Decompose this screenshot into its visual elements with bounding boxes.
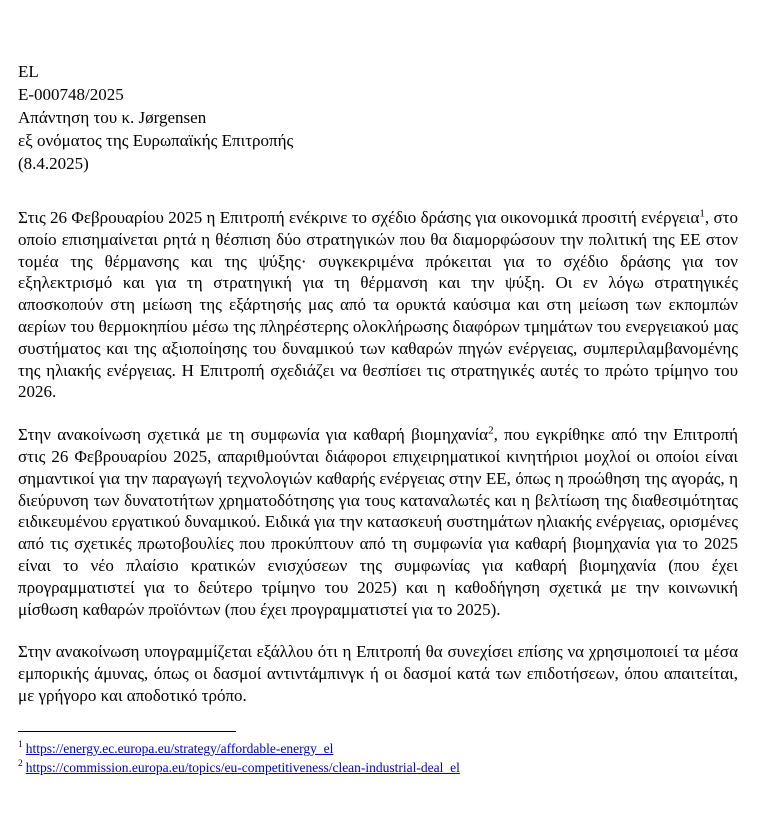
paragraph-3-text: Στην ανακοίνωση υπογραμμίζεται εξάλλου ότι η Επιτροπή θα συνεχίσει επίσης να χρησιμοποιεί τα μέσα εμπορικής άμυνας, όπως οι δασμοί αντιντάμπινγκ ή οι δασμοί κατά των επιδοτήσεων, όπου απαιτείται, με γρήγορο και αποδοτικό τρόπο. xyxy=(18,642,738,705)
reference-number: E-000748/2025 xyxy=(18,85,124,104)
paragraph-1 xyxy=(18,207,738,403)
footnote-1-marker: 1 xyxy=(18,740,23,751)
language-code: EL xyxy=(18,62,39,81)
paragraph-1-text-post: , στο οποίο επισημαίνεται ρητά η θέσπιση δύο στρατηγικών που θα διαμορφώσουν την πολιτική της ΕΕ στον τομέα της θέρμανσης και της ψύξης· συγκεκριμένα πρόκειται για το σχέδιο δράσης για τον εξηλεκτρισμό και για τη στρατηγική για τη θέρμανση και την ψύξη. Οι εν λόγω στρατηγικές αποσκοπούν στη μείωση της εξάρτησής μας από τα ορυκτά καύσιμα και στη μείωση των εκπομπών αερίων του θερμοκηπίου μέσω της πληρέστερης ολοκλήρωσης διαφόρων τμημάτων του ενεργειακού μας συστήματος και της αξιοποίησης του δυναμικού των καθαρών πηγών ενέργειας, συμπεριλαμβανομένης της ηλιακής ενέργειας. Η Επιτροπή σχεδιάζει να θεσπίσει τις στρατηγικές αυτές το πρώτο τρίμηνο του 2026. xyxy=(18,208,739,402)
paragraph-2-text-post: , που εγκρίθηκε από την Επιτροπή στις 26 Φεβρουαρίου 2025, απαριθμούνται διάφοροι επιχειρηματικοί κινητήριοι μοχλοί οι οποίοι είναι σημαντικοί για την παραγωγή τεχνολογιών καθαρής ενέργειας στην ΕΕ, όπως η προώθηση της αγοράς, η διεύρυνση των δυνατοτήτων χρηματοδότησης για τους καταναλωτές και η βελτίωση της διαθεσιμότητας ειδικευμένου εργατικού δυναμικού. Ειδικά για την κατασκευή συστημάτων ηλιακής ενέργειας, ορισμένες από τις σχετικές πρωτοβουλίες που προκύπτουν από τη συμφωνία για καθαρή βιομηχανία για το 2025 είναι το νέο πλαίσιο κρατικών ενισχύσεων της συμφωνίας για καθαρή βιομηχανία (που έχει προγραμματιστεί για το δεύτερο τρίμηνο του 2025) και η καθοδήγηση σχετικά με την κοινωνική μίσθωση καθαρών προϊόντων (που έχει προγραμματιστεί για το 2025). xyxy=(18,425,738,619)
on-behalf-line: εξ ονόματος της Ευρωπαϊκής Επιτροπής xyxy=(18,131,294,150)
footnotes-section xyxy=(18,731,738,777)
answer-author-line: Απάντηση του κ. Jørgensen xyxy=(18,108,207,127)
paragraph-2-text-pre: Στην ανακοίνωση σχετικά με τη συμφωνία για καθαρή βιομηχανία xyxy=(18,425,489,445)
document-body xyxy=(18,207,738,707)
footnote-ref-2: 2 xyxy=(488,424,494,437)
footnote-separator-rule xyxy=(18,731,236,732)
date-line: (8.4.2025) xyxy=(18,154,89,173)
document-header xyxy=(18,60,738,175)
footnote-2-link[interactable]: https://commission.europa.eu/topics/eu-competitiveness/clean-industrial-deal_el xyxy=(25,759,460,775)
footnote-item-1 xyxy=(18,739,738,758)
footnote-1-link[interactable]: https://energy.ec.europa.eu/strategy/affordable-energy_el xyxy=(25,740,334,756)
footnote-item-2 xyxy=(18,758,738,777)
paragraph-2 xyxy=(18,424,738,620)
footnote-ref-1: 1 xyxy=(699,207,705,220)
paragraph-3 xyxy=(18,641,738,706)
footnote-2-marker: 2 xyxy=(18,759,23,770)
paragraph-1-text-pre: Στις 26 Φεβρουαρίου 2025 η Επιτροπή ενέκρινε το σχέδιο δράσης για οικονομικά προσιτή ενέργεια xyxy=(18,208,700,227)
